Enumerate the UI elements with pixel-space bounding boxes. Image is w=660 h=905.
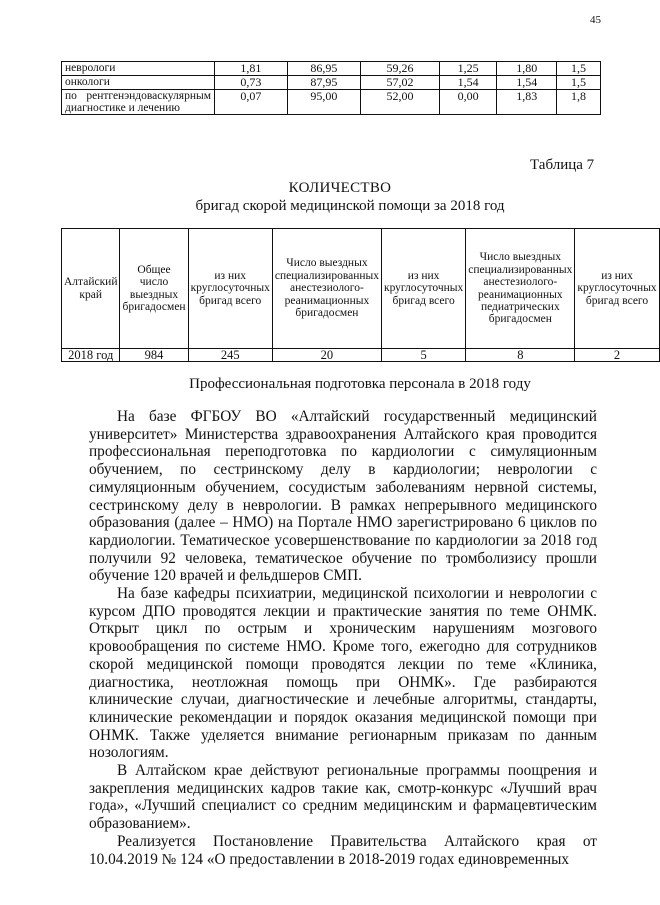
table-cell: 1,5 <box>556 62 600 76</box>
brigades-table <box>61 228 660 362</box>
table-subtitle: бригад скорой медицинской помощи за 2018 год <box>195 198 505 214</box>
table-cell: 1,54 <box>439 76 497 90</box>
table-cell: 0,73 <box>214 76 287 90</box>
table-cell: 1,25 <box>439 62 497 76</box>
table-cell: 59,26 <box>361 62 440 76</box>
column-header: из них круглосуточных бригад всего <box>381 229 465 349</box>
table-cell: 1,81 <box>214 62 287 76</box>
table-cell: 1,8 <box>556 90 600 115</box>
column-header: Число выездных специализированных анестезиолого-реанимационных педиатрических бригадосмен <box>466 229 575 349</box>
column-header: Алтайский край <box>62 229 120 349</box>
table-row <box>62 62 601 76</box>
column-header: Число выездных специализированных анестезиолого-реанимационных бригадосмен <box>272 229 381 349</box>
row-label: по рентгенэндоваскулярным диагностике и лечению <box>62 90 215 115</box>
table-cell: 95,00 <box>287 90 360 115</box>
table-title: КОЛИЧЕСТВО <box>288 180 392 196</box>
table-cell: 245 <box>188 349 272 362</box>
table-cell: 52,00 <box>361 90 440 115</box>
paragraph: Реализуется Постановление Правительства Алтайского края от 10.04.2019 № 124 «О предоставлении в 2018-2019 годах единовременных <box>89 832 597 868</box>
row-label: онкологи <box>62 76 215 90</box>
table-cell: 1,83 <box>497 90 557 115</box>
column-header: Общее число выездных бригадосмен <box>120 229 188 349</box>
table-cell: 8 <box>466 349 575 362</box>
paragraph: На базе ФГБОУ ВО «Алтайский государственный медицинский университет» Министерства здравоохранения Алтайского края проводится профессиональная переподготовка по кардиологии с симуляционным обучением, по сестринскому делу в кардиологии; неврологии с симуляционным обучением, сосудистым заболеваниям нервной системы, сестринскому делу в неврологии. В рамках непрерывного медицинского образования (далее – НМО) на Портале НМО зарегистрировано 6 циклов по кардиологии. Тематическое усовершенствование по кардиологии за 2018 год получили 92 человека, тематическое обучение по тромболизису прошли обучение 120 врачей и фельдшеров СМП. <box>89 408 597 585</box>
table-cell: 1,54 <box>497 76 557 90</box>
table-cell: 86,95 <box>287 62 360 76</box>
table-header-row <box>62 229 660 349</box>
table-cell: 984 <box>120 349 188 362</box>
section-heading: Профессиональная подготовка персонала в 2018 году <box>189 376 531 392</box>
table-cell: 2018 год <box>62 349 120 362</box>
table-cell: 20 <box>272 349 381 362</box>
column-header: из них круглосуточных бригад всего <box>188 229 272 349</box>
table-cell: 87,95 <box>287 76 360 90</box>
paragraph: На базе кафедры психиатрии, медицинской психологии и неврологии с курсом ДПО проводятся лекции и практические занятия по теме ОНМК. Открыт цикл по острым и хроническим нарушениям мозгового кровообращения по системе НМО. Кроме того, ежегодно для сотрудников скорой медицинской помощи проводятся лекции по теме «Клиника, диагностика, неотложная помощь при ОНМК». Где разбираются клинические случаи, диагностические и лечебные алгоритмы, стандарты, клинические рекомендации и порядок оказания медицинской помощи при ОНМК. Также уделяется внимание регионарным приказам по данным нозологиям. <box>89 585 597 762</box>
row-label: неврологи <box>62 62 215 76</box>
table-label: Таблица 7 <box>530 157 595 173</box>
column-header: из них круглосуточных бригад всего <box>575 229 659 349</box>
paragraph: В Алтайском крае действуют региональные программы поощрения и закрепления медицинских кадров такие как, смотр-конкурс «Лучший врач года», «Лучший специалист со средним медицинским и фармацевтическим образованием». <box>89 762 597 833</box>
table-cell: 0,07 <box>214 90 287 115</box>
table-row <box>62 90 601 115</box>
specialists-table <box>61 61 601 115</box>
page-number: 45 <box>590 14 601 26</box>
table-cell: 0,00 <box>439 90 497 115</box>
table-cell: 1,5 <box>556 76 600 90</box>
table-row <box>62 349 660 362</box>
table-cell: 5 <box>381 349 465 362</box>
table-row <box>62 76 601 90</box>
table-cell: 1,80 <box>497 62 557 76</box>
table-cell: 57,02 <box>361 76 440 90</box>
body-text <box>89 408 597 868</box>
table-cell: 2 <box>575 349 659 362</box>
